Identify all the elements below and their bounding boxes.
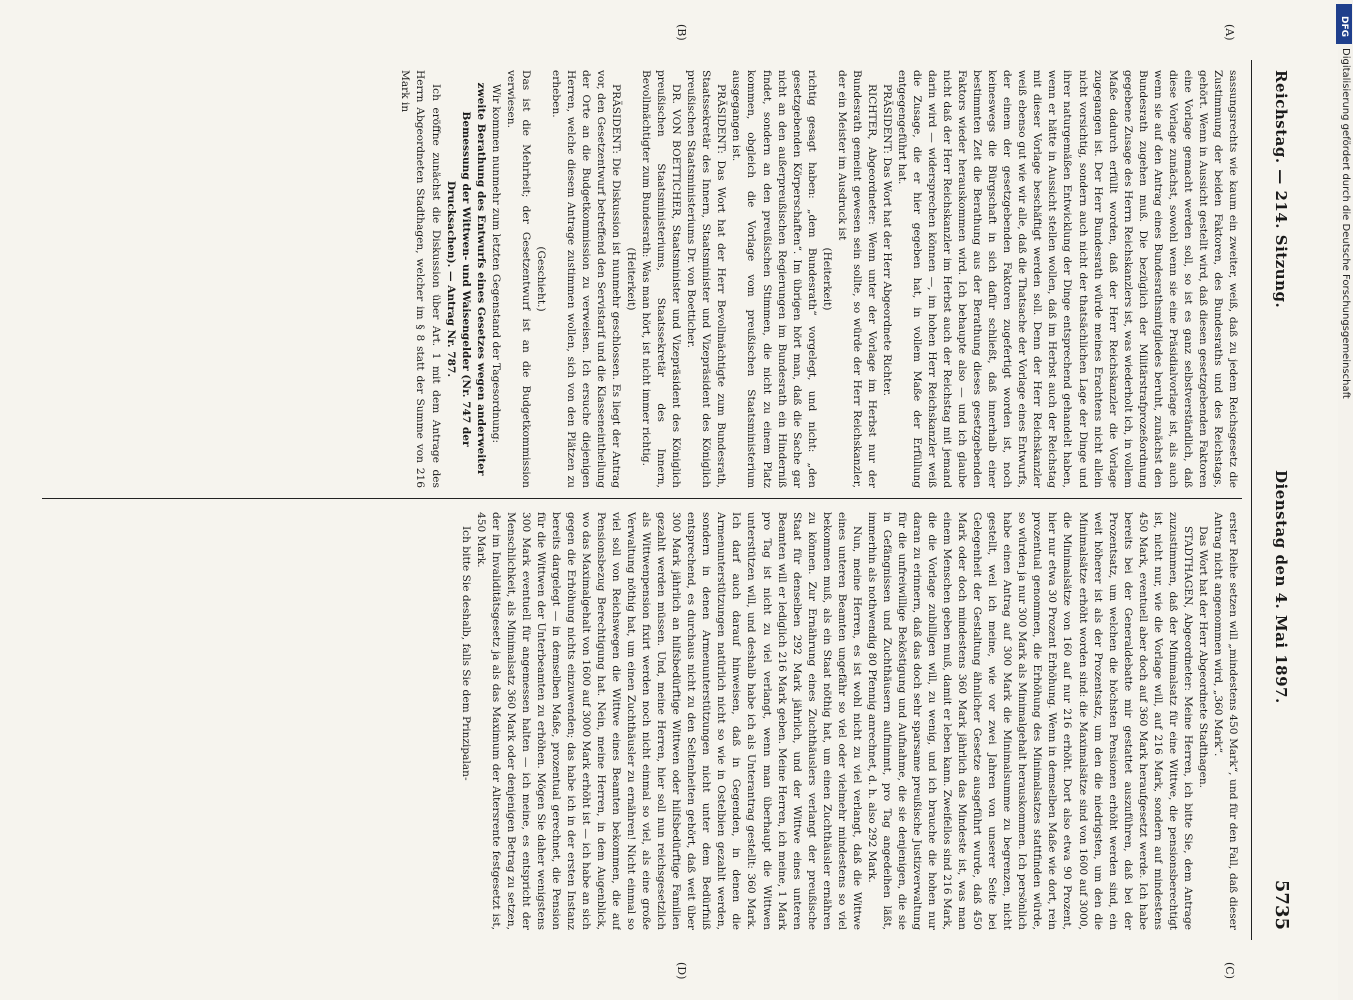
left-column: [60, 70, 1240, 488]
column-divider: [42, 498, 1242, 499]
dfg-logo: DFG: [1336, 4, 1352, 44]
paragraph: Ich eröffne zunächst die Diskussion über Art. 1 mit dem Antrage des Herrn Abgeordneten Stadthagen, welcher im § 8 statt der Summe von 216 Mark in: [399, 70, 442, 488]
paragraph: Nun, meine Herren, es ist wohl nicht zu viel verlangt, daß die Wittwe eines unteren Beamten ungefähr so viel oder vielmehr mindestens so viel bekommen muß, als ein Staat nöthig hat, um einen Zuchthäusler ernähren zu können. Zur Ernährung eines Zuchthäuslers verlangt der preußische Staat für denselben 292 Mark jährlich, und der Wittwe eines unteren Beamten will er lediglich 216 Mark geben. Meine Herren, ich meine, 1 Mark pro Tag ist nicht zu viel verlangt, wenn man überhaupt die Wittwen unterstützen will, und deshalb habe ich als Unterantrag gestellt: 360 Mark. Ich darf auch darauf hinweisen, daß in Gegenden, in denen die Armenunterstützungen natürlich nicht so wie in Ostelbien gezahlt werden, sondern in denen Armenunterstützungen nicht unter dem Bedürfniß entsprechend, es durchaus nicht zu den Seltenheiten gehört, daß weit über 300 Mark jährlich an hilfsbedürftige Wittwen oder hilfsbedürftige Familien gezahlt werden müssen. Und, meine Herren, hier soll nun reichsgesetzlich als Wittwenpension fixirt werden noch nicht einmal so viel, als eine große Verwaltung nöthig hat, um einen Zuchthäusler zu ernähren! Nicht einmal so viel soll von Reichswegen die Wittwe eines Beamten bekommen, die auf Pensionsbezug Berechtigung hat. Nein, meine Herren, in dem Augenblick, wo das Maximalgehalt von 1600 auf 3000 Mark erhöht ist — ich habe an sich gegen die Erhöhung nichts einzuwenden; das habe ich in der ersten Instanz bereits dargelegt — in demselben Maße, prozentual gerechnet, die Pension für die Wittwen der Unterbeamten zu erhöhen. Mögen Sie daher wenigstens 300 Mark eventuell für angemessen halten — ich meine, es entspricht der Menschlichkeit, als Minimalsatz 360 Mark oder denjenigen Betrag zu setzen, der im Invaliditätsgesetz ja als das Maximum der Altersrente festgesetzt ist, 450 Mark.: [474, 512, 863, 930]
paragraph: erster Reihe setzen will „mindestens 450 Mark“, und für den Fall, daß dieser Antrag nicht angenommen wird, „360 Mark“.: [1211, 512, 1239, 930]
paragraph: sassungsrechts wie kaum ein zweiter, weiß, daß zu jedem Reichsgesetz die Zustimmung der beiden Faktoren, des Bundesraths und des Reichstags, gehört. Wenn in Aussicht gestellt wird, daß diesen gesetzgebenden Faktoren eine Vorlage gemacht werden soll, so ist es ganz selbstverständlich, daß diese Vorlage zunächst, sowohl wenn sie eine Präsidialvorlage ist, als auch wenn sie auf den Antrag eines Bundesrathsmitgliedes beruht, zunächst den Bundesrath zugehen muß. Die bezüglich der Militärstrafprozeßordnung gegebene Zusage des Herrn Reichskanzlers ist, was wiederholt ich, in vollem Maße dadurch erfüllt worden, daß der Herr Reichskanzler die Vorlage zugegangen ist. Der Herr Bundesrath würde meines Erachtens nicht allein nicht vorsichtig, sondern auch nicht der thatsächlichen Lage der Dinge und ihrer naturgemäßen Entwicklung der Dinge entsprechend gehandelt haben, wenn er hätte in Aussicht stellen wollen, daß im Herbst auch der Reichstag mit dieser Vorlage beschäftigt werden soll. Denn der Herr Reichskanzler weiß ebenso gut wie wir alle, daß die Thatsache der Vorlage eines Entwurfs, der einem der gesetzgebenden Faktoren zugefertigt worden ist, noch keineswegs die Bürgschaft in sich dafür schließt, daß innerhalb einer bestimmten Zeit die Berathung aus der Berathung dieses gesetzgebenden Faktors wieder herauskommen wird. Ich behaupte also — und ich glaube nicht daß der Herr Reichskanzler im Herbst auch der Reichstag mit jemand darin wird — widersprechen können —, im hohen Herr Reichskanzler weiß die Zusage, die er hier gegeben hat, in vollem Maße der Erfüllung entgegengeführt hat.: [895, 70, 1239, 488]
interjection: (Heiterkeit): [625, 247, 638, 311]
header-left: Reichstag. — 214. Sitzung.: [1272, 70, 1290, 309]
interjection: (Heiterkeit): [820, 247, 833, 311]
paragraph: DR. VON BOETTICHER, Staatsminister und Vizepräsident des Königlich preußischen Staatsministeriums, Staatssekretär des Innern, Bevollmächtigter zum Bundesrath: Was man hört, ist nicht immer richtig.: [640, 70, 683, 488]
header-date: Dienstag den 4. Mai 1897.: [1272, 470, 1290, 704]
interjection: (Geschieht.): [534, 246, 547, 312]
margin-marker-a: (A): [1223, 24, 1236, 41]
paragraph: Ich bitte Sie deshalb, falls Sie dem Prinzipalan-: [459, 526, 472, 781]
paragraph: richtig gesagt haben: „dem Bundesrath“ vorgelegt, und nicht: „den gesetzgebenden Körperschaften“. Im übrigen hört man, daß die Sache gar nicht an den außerpreußischen Regierungen im Bundesrath ein Hinderniß findet, sondern an den preußischen Stimmen, die nicht zu einem Platz kommen, obgleich die Vorlage vom preußischen Staatsministerium ausgegangen ist.: [730, 70, 818, 488]
paragraph: Das ist die Mehrheit; der Gesetzentwurf ist an die Budgetkommission verwiesen.: [504, 70, 532, 488]
page-header: [1262, 70, 1296, 930]
paragraph: RICHTER, Abgeordneter: Wenn unter der Vorlage im Herbst nur der Bundesrath gemeint gewesen sein sollte, so würde der Herr Reichskanzler, der ein Meister im Ausdruck ist: [835, 70, 878, 488]
margin-marker-d: (D): [675, 962, 688, 980]
paragraph: STADTHAGEN, Abgeordneter: Meine Herren, ich bitte Sie, dem Antrage zuzustimmen, daß der Minimalsatz für eine Wittwe, die pensionsberechtigt ist, nicht nur, wie die Vorlage will, auf 216 Mark, sondern auf mindestens 450 Mark, eventuell aber doch auf 360 Mark heraufgesetzt werde. Ich habe bereits bei der Generaldebatte mir gestattet auszuführen, daß bei der Prozentsatz, um welchen die höchsten Pensionen erhöht werden sind, ein weit höherer ist als der Prozentsatz, um den die niedrigsten, um den die Minimalsätze erhöht worden sind: die Maximalsätze sind von 1600 auf 3000, die Minimalsätze von 160 auf nur 216 erhöht. Dort also etwa 90 Prozent, hier nur etwa 30 Prozent Erhöhung. Wenn in demselben Maße wie dort, rein prozentual genommen, die Erhöhung des Minimalsatzes stattfinden würde, so würden ja nur 300 Mark als Minimalgehalt herauskommen. Ich persönlich habe einen Antrag auf 300 Mark die Minimalsumme zu begrenzen, nicht gestellt, weil ich meine, wie vor zwei Jahren von unserer Seite bei Gelegenheit der Gestaltung ähnlicher Gesetze ausgeführt wurde, daß 450 Mark oder doch mindestens 360 Mark jährlich das Mindeste ist, was man einem Menschen geben muß, damit er leben kann. Zweifellos sind 216 Mark, die die Vorlage zubilligen will, zu wenig, und ich brauche die hohen nur daran zu erinnern, daß das doch sehr sparsame preußische Justizverwaltung für die unfreiwillige Beköstigung und Aufnahme, die sie denjenigen, die sie in Gefängnissen und Zuchthäusern aufnimmt, pro Tag angedeihen läßt, immerhin als nothwendig 80 Pfennig anrechnet, d. h. also 292 Mark.: [865, 512, 1194, 930]
paragraph: PRÄSIDENT: Das Wort hat der Herr Bevollmächtigte zum Bundesrath, Staatssekretär des Innern, Staatsminister und Vizepräsident des Königlich preußischen Staatsministeriums Dr. von Boetticher.: [685, 70, 728, 488]
paragraph: Wir kommen nunmehr zum letzten Gegenstand der Tagesordnung:: [489, 84, 502, 444]
header-rule: [1251, 60, 1252, 940]
paragraph: PRÄSIDENT: Die Diskussion ist nunmehr geschlossen. Es liegt der Antrag vor, den Gesetzentwurf betreffend den Servistarif und die Klasseneintheilung der Orte an die Budgetkommission zu verweisen. Ich ersuche diejenigen Herren, welche diesem Antrage zustimmen wollen, sich von den Plätzen zu erheben.: [549, 70, 623, 488]
right-column: [60, 512, 1240, 930]
paragraph: Das Wort hat der Herr Abgeordnete Stadthagen.: [1196, 526, 1209, 789]
digitization-credit: Digitalisierung gefördert durch die Deutsche Forschungsgemeinschaft: [1340, 48, 1351, 399]
margin-marker-c: (C): [1223, 962, 1236, 979]
paragraph: PRÄSIDENT: Das Wort hat der Herr Abgeordnete Richter.: [880, 84, 893, 397]
margin-marker-b: (B): [675, 24, 688, 41]
page-number: 5735: [1271, 879, 1292, 930]
agenda-item: zweite Berathung des Entwurfs eines Gesetzes wegen anderweiter Bemessung der Wittwen- und Waisengelder (Nr. 747 der Drucksachen). — Antrag Nr. 787.: [444, 82, 487, 476]
